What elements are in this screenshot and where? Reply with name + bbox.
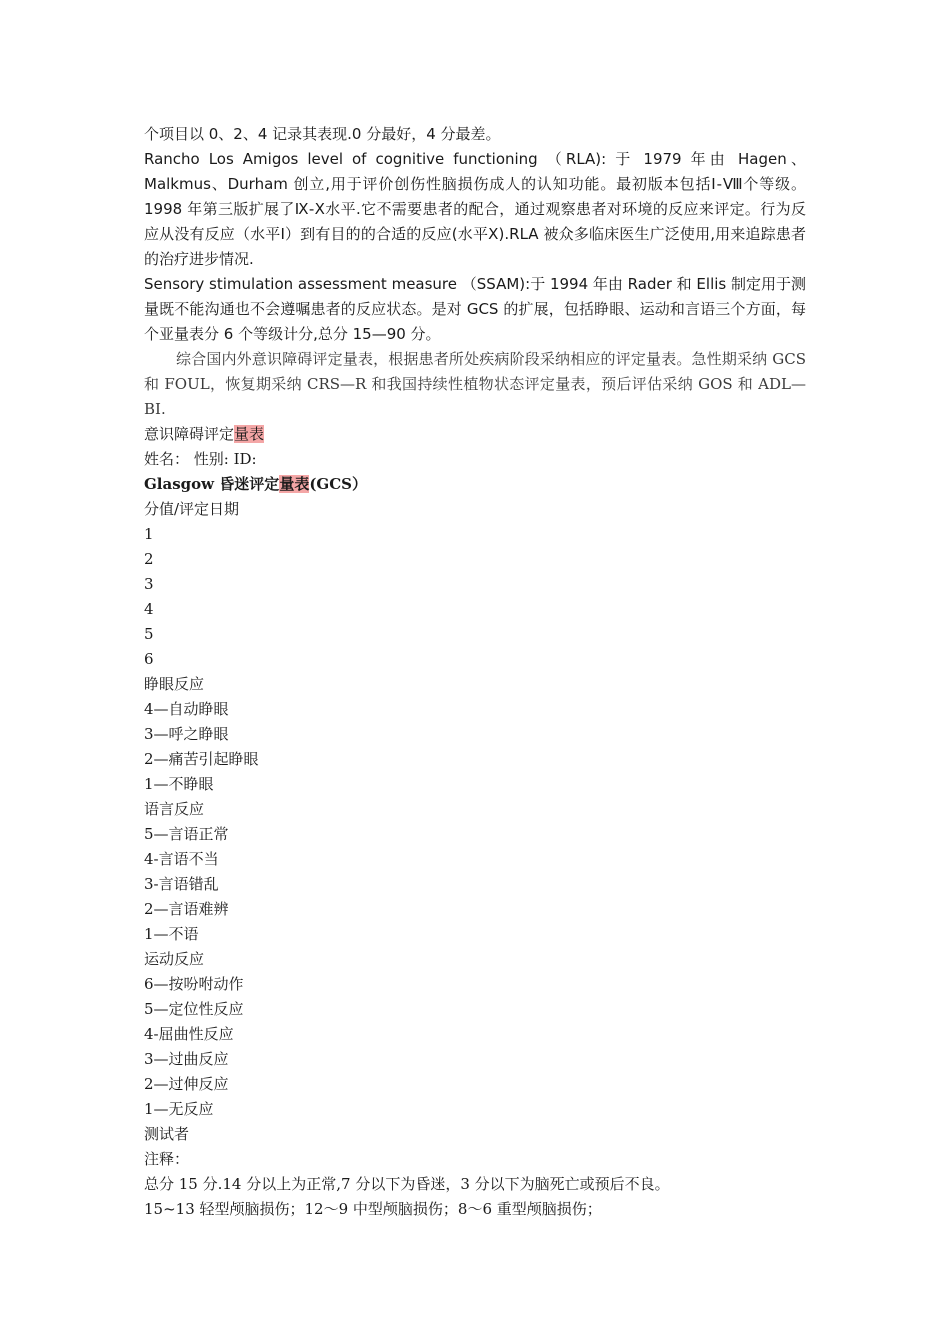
ssam-paragraph: Sensory stimulation assessment measure （SSAM):于 1994 年由 Rader 和 Ellis 制定用于测量既不能沟通也不会遵嘱患者的反应状态。是对 GCS 的扩展，包括睁眼、运动和言语三个方面，每个亚量表分 6 个等级计分,总分 15—90 分。 [144,275,806,343]
form-title-highlight: 量表 [234,425,265,443]
document-page [144,122,806,1222]
table-line: 3—过曲反应 [144,1050,229,1068]
table-line: 2—过伸反应 [144,1075,229,1093]
table-line: 1—无反应 [144,1100,214,1118]
table-line: 6 [144,650,154,668]
table-line: 6—按吩咐动作 [144,975,244,993]
gcs-title-highlight: 量表 [279,475,310,493]
table-line: 1—不语 [144,925,199,943]
table-line: 总分 15 分.14 分以上为正常,7 分以下为昏迷，3 分以下为脑死亡或预后不良。 [144,1175,670,1193]
table-line: 4-言语不当 [144,850,219,868]
table-line: 5—定位性反应 [144,1000,244,1018]
gcs-title-prefix: Glasgow 昏迷评定 [144,475,280,493]
table-line: 运动反应 [144,950,205,968]
gcs-title-suffix: (GCS） [309,475,368,493]
table-line: 1 [144,525,154,543]
table-line: 2 [144,550,154,568]
table-line: 4 [144,600,154,618]
table-line: 4-屈曲性反应 [144,1025,234,1043]
gcs-title [144,472,806,497]
summary-paragraph: 综合国内外意识障碍评定量表，根据患者所处疾病阶段采纳相应的评定量表。急性期采纳 GCS 和 FOUL，恢复期采纳 CRS—R 和我国持续性植物状态评定量表，预后评估采纳 GOS 和 ADL—BI. [144,350,806,418]
table-line: 4—自动睁眼 [144,700,229,718]
table-line: 分值/评定日期 [144,500,240,518]
table-line: 1—不睁眼 [144,775,214,793]
table-line: 3—呼之睁眼 [144,725,229,743]
table-line: 语言反应 [144,800,205,818]
table-line: 3-言语错乱 [144,875,219,893]
table-line: 2—痛苦引起睁眼 [144,750,259,768]
table-line: 3 [144,575,154,593]
form-title-prefix: 意识障碍评定 [144,425,235,443]
table-line: 睁眼反应 [144,675,205,693]
table-line: 测试者 [144,1125,190,1143]
table-line: 5—言语正常 [144,825,229,843]
form-fields: 姓名： 性别: ID: [144,450,257,468]
rla-paragraph: Rancho Los Amigos level of cognitive functioning （RLA): 于 1979 年由 Hagen、Malkmus、Durham 创立,用于评价创伤性脑损伤成人的认知功能。最初版本包括Ⅰ-Ⅷ个等级。1998 年第三版扩展了Ⅸ-Ⅹ水平.它不需要患者的配合，通过观察患者对环境的反应来评定。行为反应从没有反应（水平Ⅰ）到有目的的合适的反应(水平Ⅹ).RLA 被众多临床医生广泛使用,用来追踪患者的治疗进步情况. [144,150,806,268]
form-title [144,422,806,447]
table-line: 15~13 轻型颅脑损伤；12～9 中型颅脑损伤；8～6 重型颅脑损伤； [144,1200,602,1218]
table-line: 注释： [144,1150,190,1168]
table-line: 5 [144,625,154,643]
intro-line: 个项目以 0、2、4 记录其表现.0 分最好，4 分最差。 [144,125,501,143]
table-line: 2—言语难辨 [144,900,229,918]
